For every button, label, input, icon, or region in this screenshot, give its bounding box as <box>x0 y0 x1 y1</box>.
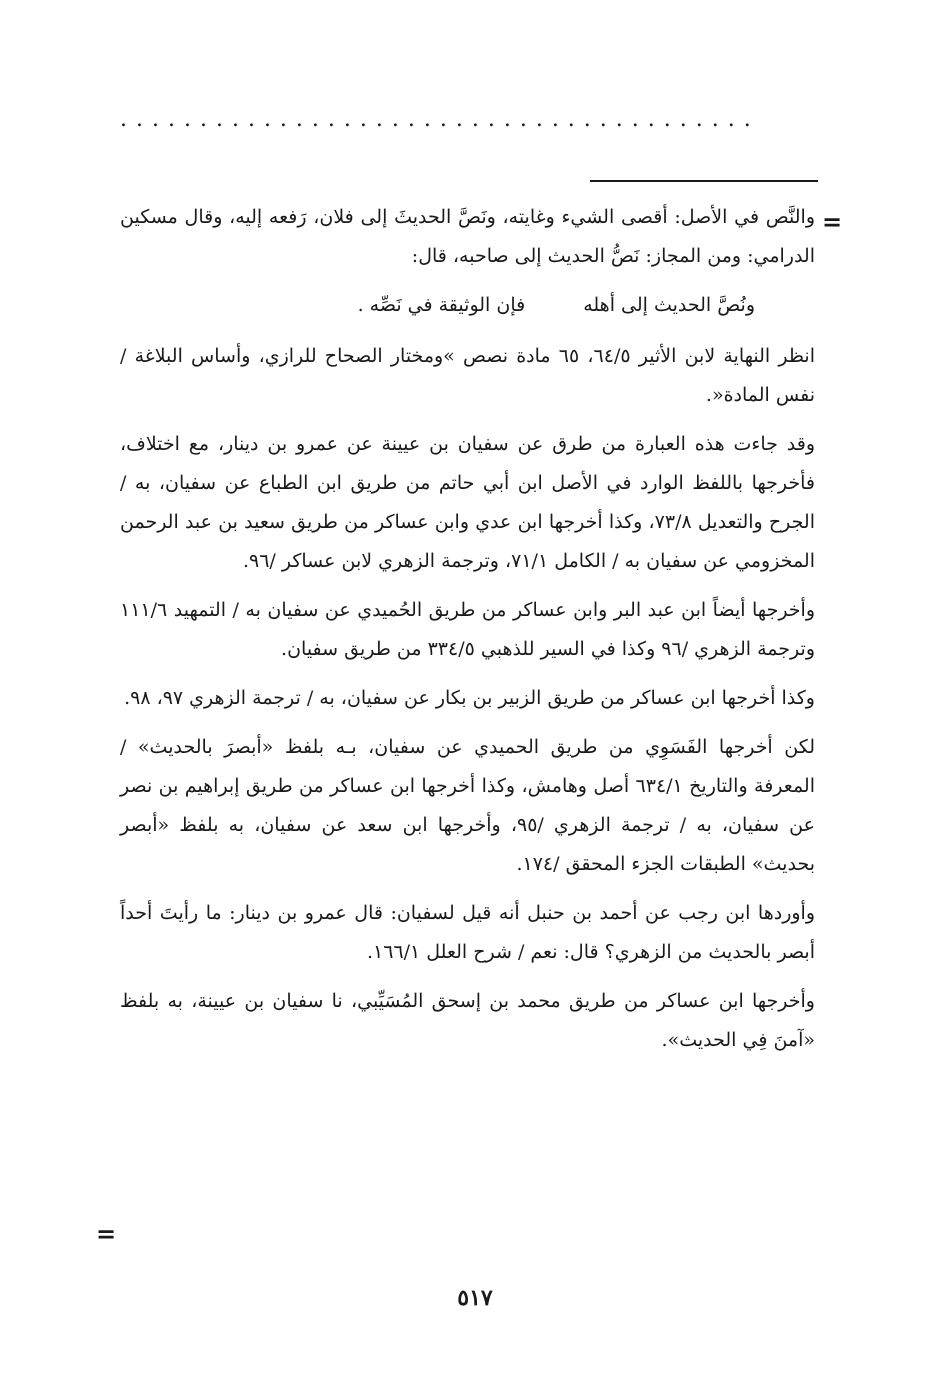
paragraph-sources-5: وأوردها ابن رجب عن أحمد بن حنبل أنه قيل لسفيان: قال عمرو بن دينار: ما رأيتَ أحداً أبصر بالحديث من الزهري؟ قال: نعم / شرح العلل ١٦٦/١. <box>120 902 815 963</box>
paragraph-sources-6: وأخرجها ابن عساكر من طريق محمد بن إسحق المُسَيِّبي، نا سفيان بن عيينة، به بلفظ «آمنَ فِي الحديث». <box>120 990 815 1051</box>
header-dot-rule: ........................................ <box>120 112 760 128</box>
footnote-separator-line <box>590 180 818 182</box>
paragraph-sources-4: لكن أخرجها الفَسَوِي من طريق الحميدي عن سفيان، بـه بلفظ «أبصرَ بالحديث» / المعرفة والتاريخ ٦٣٤/١ أصل وهامش، وكذا أخرجها ابن عساكر من طريق إبراهيم بن نصر عن سفيان، به / ترجمة الزهري /٩٥، وأخرجها ابن سعد عن سفيان، به بلفظ «أبصر بحديث» الطبقات الجزء المحقق /١٧٤. <box>120 736 815 875</box>
verse-second-hemistich: فإن الوثيقة في نَصِّه . <box>357 294 526 316</box>
page-number: ٥١٧ <box>457 1285 493 1311</box>
footnote-text-block <box>120 198 815 1070</box>
paragraph-definition: والنَّص في الأصل: أقصى الشيء وغايته، ونَصَّ الحديثَ إلى فلان، رَفعه إليه، وقال مسكين الدرامي: ومن المجاز: نَصُّ الحديث إلى صاحبه، قال: <box>120 206 815 267</box>
continuation-mark-bottom: = <box>96 1219 117 1248</box>
paragraph-references: انظر النهاية لابن الأثير ٦٤/٥، ٦٥ مادة نصص »ومختار الصحاح للرازي، وأساس البلاغة / نفس المادة«. <box>120 345 816 406</box>
verse-first-hemistich: ونُصَّ الحديث إلى أهله <box>583 294 755 316</box>
paragraph-sources-3: وكذا أخرجها ابن عساكر من طريق الزبير بن بكار عن سفيان، به / ترجمة الزهري ٩٧، ٩٨. <box>124 687 815 709</box>
poetry-verse <box>120 286 815 325</box>
continuation-mark-top: = <box>822 207 843 236</box>
paragraph-sources-2: وأخرجها أيضاً ابن عبد البر وابن عساكر من طريق الحُميدي عن سفيان به / التمهيد ١١١/٦ وترجمة الزهري /٩٦ وكذا في السير للذهبي ٣٣٤/٥ من طريق سفيان. <box>120 599 815 660</box>
paragraph-sources-1: وقد جاءت هذه العبارة من طرق عن سفيان بن عيينة عن عمرو بن دينار، مع اختلاف، فأخرجها باللفظ الوارد في الأصل ابن أبي حاتم من طريق ابن الطباع عن سفيان، به / الجرح والتعديل ٧٣/٨، وكذا أخرجها ابن عدي وابن عساكر من طريق سعيد بن عبد الرحمن المخزومي عن سفيان به / الكامل ٧١/١، وترجمة الزهري لابن عساكر /٩٦. <box>120 433 815 572</box>
